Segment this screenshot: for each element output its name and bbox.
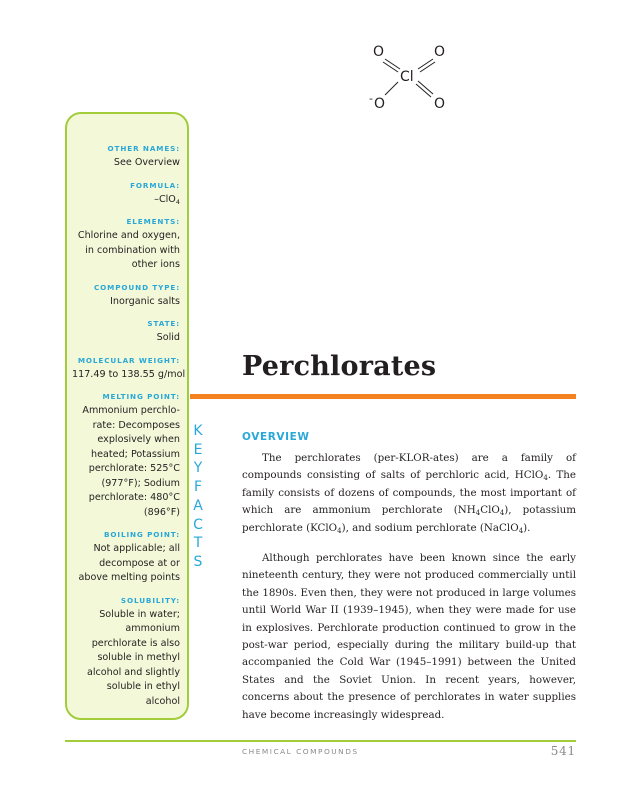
section-heading-overview: OVERVIEW — [242, 431, 310, 443]
fact-boiling-point — [72, 530, 180, 586]
fact-value — [72, 193, 180, 208]
fact-other-names — [72, 144, 180, 171]
fact-value: Inorganic salts — [110, 295, 180, 307]
fact-label: COMPOUND TYPE: — [94, 282, 180, 292]
fact-label: BOILING POINT: — [104, 530, 180, 539]
text-run: ), and sodium perchlorate (NaClO — [341, 521, 519, 534]
chlorine-atom: Cl — [400, 69, 414, 85]
formula-text: –ClO — [154, 193, 176, 205]
bond-line — [385, 59, 400, 69]
fact-formula — [72, 181, 180, 208]
fact-label: ELEMENTS: — [126, 217, 180, 226]
fact-state — [72, 319, 180, 346]
running-footer: CHEMICAL COMPOUNDS — [242, 747, 359, 756]
paragraph — [242, 450, 576, 537]
oxygen-atom-bottom-right: O — [434, 96, 446, 112]
negative-charge: - — [369, 92, 373, 105]
page-number: 541 — [550, 744, 576, 758]
fact-label: MOLECULAR WEIGHT: — [77, 355, 180, 365]
text-run: The perchlorates (per-KLOR-ates) are a family of compounds consisting of salts of perchloric acid, HClO — [242, 452, 576, 482]
footer-divider — [65, 740, 576, 742]
key-facts-vertical-label: KEY FACTS — [193, 423, 203, 570]
fact-value: Ammonium perchlo-rate: Decomposes explosively when heated; Potassium perchlorate: 525°C (977°F); Sodium perchlorate: 480°C (896°F) — [82, 405, 180, 518]
text-run: ClO — [480, 504, 500, 517]
bond-line — [418, 59, 433, 69]
text-run: ), potassium perchlorate (KClO — [242, 504, 577, 534]
fact-compound-type — [72, 283, 180, 310]
fact-molecular-weight — [72, 356, 185, 383]
bond-line — [385, 82, 398, 95]
subscript: 4 — [337, 526, 342, 535]
fact-label: OTHER NAMES: — [107, 144, 180, 153]
fact-elements — [72, 217, 180, 273]
subscript: 4 — [475, 509, 481, 518]
paragraph: Although perchlorates have been known since the early nineteenth century, they were not produced commercially until the 1890s. Even then, they were not produced in large volumes until World War II (1939–1945), when they were made for use in explosives. Perchlorate production continued to grow in the post-war period, especially during the military build-up that accompanied the Cold War (1945–1991) between the United States and the Soviet Union. In recent years, however, concerns about the presence of perchlorates in water supplies have become increasingly widespread. — [242, 552, 576, 721]
fact-label: MELTING POINT: — [102, 392, 180, 401]
fact-label: STATE: — [147, 319, 180, 328]
article-body — [242, 450, 576, 737]
bond-line — [420, 62, 435, 72]
fact-melting-point — [72, 392, 180, 520]
fact-value: Solid — [156, 332, 180, 343]
oxygen-atom-bottom-left: O — [374, 96, 386, 112]
title-divider — [190, 394, 576, 399]
fact-solubility — [72, 596, 180, 710]
fact-value: Chlorine and oxygen, in combination with other ions — [77, 230, 180, 270]
text-run: . The family consists of dozens of compounds, the most important of which are ammonium perchlorate (NH — [242, 469, 577, 517]
text-run: ). — [523, 521, 531, 534]
oxygen-atom-top-right: O — [434, 44, 446, 60]
perchlorate-structure-diagram — [360, 38, 460, 116]
bond-line — [383, 62, 398, 72]
subscript: 4 — [499, 509, 505, 518]
fact-value: Soluble in water; ammonium perchlorate is also soluble in methyl alcohol and slightly soluble in ethyl alcohol — [86, 608, 180, 707]
fact-value: 117.49 to 138.55 g/mol — [72, 368, 186, 380]
fact-label: FORMULA: — [130, 180, 180, 190]
fact-value: Not applicable; all decompose at or above melting points — [78, 543, 180, 583]
subscript: 4 — [518, 526, 524, 535]
fact-label: SOLUBILITY: — [120, 595, 180, 605]
fact-value: See Overview — [113, 157, 180, 168]
page-title: Perchlorates — [242, 351, 437, 382]
key-facts-sidebar — [65, 112, 189, 720]
oxygen-atom-top-left: O — [373, 44, 385, 60]
formula-subscript: 4 — [175, 197, 180, 206]
subscript: 4 — [543, 474, 548, 483]
